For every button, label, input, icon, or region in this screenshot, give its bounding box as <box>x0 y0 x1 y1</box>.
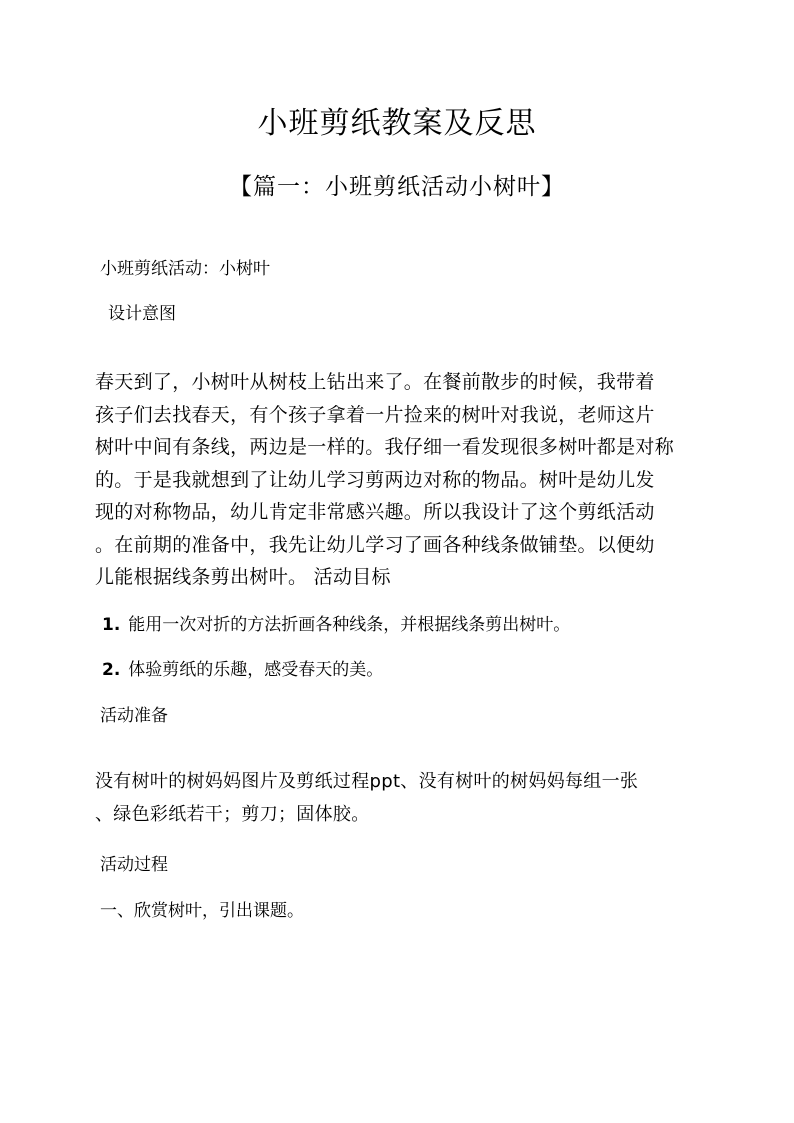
prep-paragraph <box>95 766 705 831</box>
paragraph-line: 树叶中间有条线，两边是一样的。我仔细一看发现很多树叶都是对称 <box>95 436 675 458</box>
paragraph-line: 孩子们去找春天，有个孩子拿着一片捡来的树叶对我说，老师这片 <box>95 403 655 426</box>
paragraph-line: 。在前期的准备中，我先让幼儿学习了画各种线条做铺垫。以便幼 <box>95 533 655 556</box>
prep-heading: 活动准备 <box>100 706 168 726</box>
goal-number: 2. <box>102 660 121 680</box>
step-one: 一、欣赏树叶，引出课题。 <box>100 901 304 921</box>
design-heading: 设计意图 <box>108 304 176 324</box>
design-paragraph <box>95 366 705 594</box>
paragraph-line: 、绿色彩纸若干；剪刀；固体胶。 <box>95 803 370 825</box>
goal-text: 体验剪纸的乐趣，感受春天的美。 <box>128 660 384 680</box>
goal-number: 1. <box>102 615 121 635</box>
document-title: 小班剪纸教案及反思 <box>257 106 537 141</box>
paragraph-line: 没有树叶的树妈妈图片及剪纸过程ppt、没有树叶的树妈妈每组一张 <box>95 771 639 792</box>
process-heading: 活动过程 <box>100 855 168 875</box>
paragraph-line: 春天到了，小树叶从树枝上钻出来了。在餐前散步的时候，我带着 <box>95 371 655 393</box>
document-subtitle: 【篇一：小班剪纸活动小树叶】 <box>229 174 565 200</box>
activity-name: 小班剪纸活动：小树叶 <box>100 259 270 279</box>
paragraph-line: 儿能根据线条剪出树叶。 活动目标 <box>95 566 391 588</box>
goal-item <box>102 610 570 635</box>
goal-item <box>102 655 383 680</box>
paragraph-line: 的。于是我就想到了让幼儿学习剪两边对称的物品。树叶是幼儿发 <box>95 468 655 491</box>
goal-text: 能用一次对折的方法折画各种线条，并根据线条剪出树叶。 <box>128 615 571 635</box>
paragraph-line: 现的对称物品，幼儿肯定非常感兴趣。所以我设计了这个剪纸活动 <box>95 501 655 523</box>
